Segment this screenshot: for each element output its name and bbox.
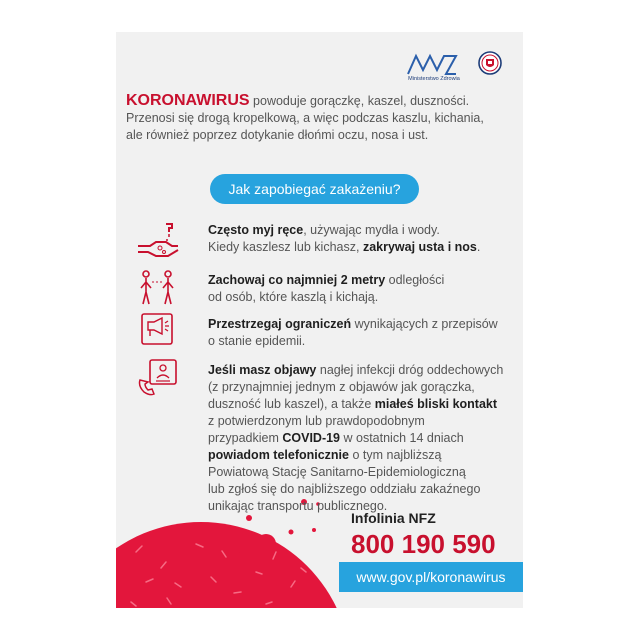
virus-dot bbox=[277, 563, 281, 567]
prevention-heading-button: Jak zapobiegać zakażeniu? bbox=[210, 174, 419, 204]
tip-text: o stanie epidemii. bbox=[208, 334, 306, 348]
large-virus-circle bbox=[116, 522, 351, 608]
virus-dot bbox=[312, 528, 316, 532]
hotline-label: Infolinia NFZ bbox=[351, 510, 436, 526]
tip-bold: miałeś bliski kontakt bbox=[374, 397, 498, 411]
intro-line1: powoduje gorączkę, kaszel, duszności. bbox=[253, 94, 470, 108]
intro-brand: KORONAWIRUS bbox=[126, 92, 250, 109]
tip-text: przypadkiem bbox=[208, 431, 279, 445]
tip-bold: COVID-19 bbox=[282, 431, 341, 445]
handwash-icon bbox=[136, 222, 180, 260]
distance-icon bbox=[136, 270, 180, 306]
tip-text: lub zgłoś się do najbliższego oddziału zakaźnego bbox=[208, 482, 481, 496]
tip-distance bbox=[208, 272, 518, 306]
tip-text: Kiedy kaszlesz lub kichasz, bbox=[208, 240, 360, 254]
intro-line2: Przenosi się drogą kropelkową, a więc podczas kaszlu, kichania, bbox=[126, 111, 484, 125]
tip-text: o tym najbliższą bbox=[352, 448, 442, 462]
virus-dot bbox=[246, 515, 252, 521]
nfz-emblem-icon bbox=[478, 51, 502, 75]
phone-call-icon bbox=[136, 358, 180, 398]
tip-text: unikając transportu publicznego. bbox=[208, 499, 388, 513]
tip-bold: Często myj ręce bbox=[208, 223, 304, 237]
notice-board-icon bbox=[136, 312, 180, 348]
poster bbox=[116, 32, 523, 608]
tip-handwash bbox=[208, 222, 518, 256]
tip-text: (z przynajmniej jednym z objawów jak gorączka, bbox=[208, 380, 475, 394]
tip-text: wynikających z przepisów bbox=[354, 317, 498, 331]
tip-text: . bbox=[476, 240, 481, 254]
tip-bold: powiadom telefonicznie bbox=[208, 448, 349, 462]
tip-text: odległości bbox=[388, 273, 445, 287]
tip-bold: Przestrzegaj ograniczeń bbox=[208, 317, 352, 331]
tip-text: , używając mydła i wody. bbox=[303, 223, 440, 237]
tip-text: z potwierdzonym lub prawdopodobnym bbox=[208, 414, 425, 428]
ministry-logo-icon bbox=[406, 52, 458, 76]
tip-text: nagłej infekcji dróg oddechowych bbox=[319, 363, 504, 377]
virus-dot bbox=[256, 534, 276, 554]
tip-bold: zakrywaj usta i nos bbox=[362, 240, 477, 254]
tip-text: w ostatnich 14 dniach bbox=[343, 431, 464, 445]
ministry-logo bbox=[406, 52, 458, 88]
virus-dot bbox=[236, 552, 241, 557]
tip-bold: 2 metry bbox=[340, 273, 386, 287]
virus-dot bbox=[293, 567, 296, 570]
ministry-logo-text: Ministerstwo Zdrowia bbox=[408, 76, 460, 82]
virus-dot bbox=[289, 530, 294, 535]
tip-bold: Zachowaj co najmniej bbox=[208, 273, 338, 287]
tip-text: od osób, które kaszlą i kichają. bbox=[208, 290, 379, 304]
intro-paragraph bbox=[126, 92, 516, 144]
hotline-number[interactable]: 800 190 590 bbox=[351, 529, 496, 559]
intro-line3: ale również poprzez dotykanie dłońmi oczu, nosa i ust. bbox=[126, 128, 429, 142]
tip-text: Powiatową Stację Sanitarno-Epidemiologiczną bbox=[208, 465, 466, 479]
website-link[interactable]: www.gov.pl/koronawirus bbox=[339, 562, 523, 592]
tip-text: duszność lub kaszel), a także bbox=[208, 397, 372, 411]
tip-symptoms bbox=[208, 362, 518, 515]
tip-restrictions bbox=[208, 316, 518, 350]
tip-bold: Jeśli masz objawy bbox=[208, 363, 317, 377]
